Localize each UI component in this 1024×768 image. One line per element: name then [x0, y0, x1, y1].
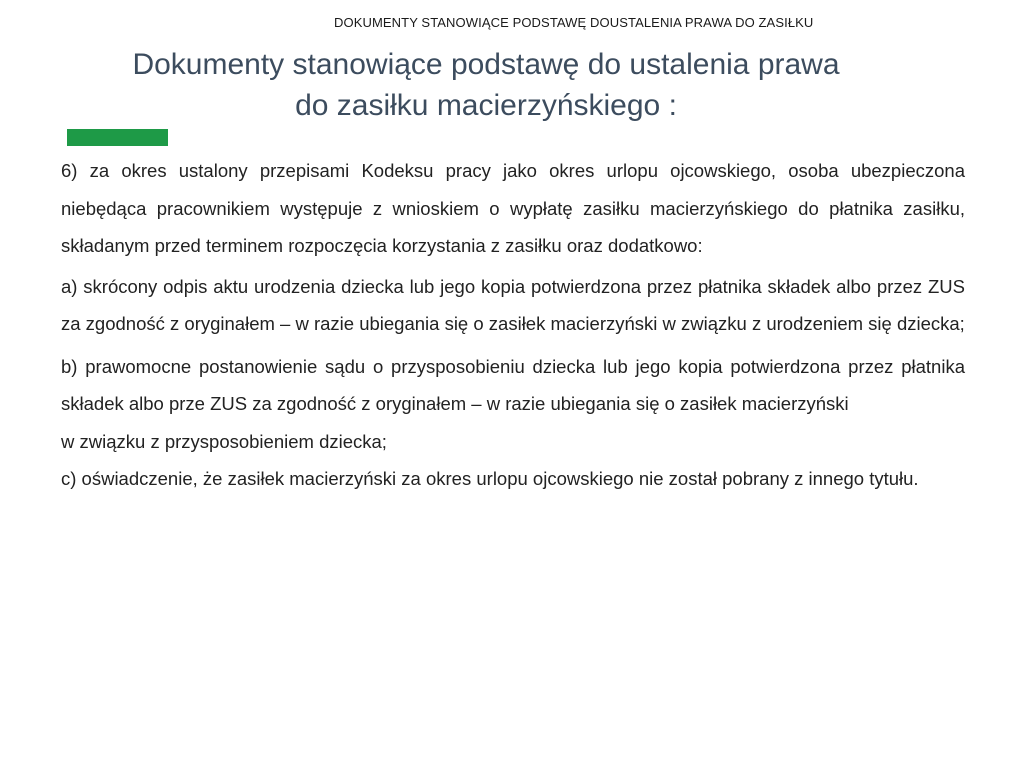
slide-title-line2: do zasiłku macierzyńskiego : — [295, 89, 677, 122]
paragraph-item-b-continued: w związku z przysposobieniem dziecka; — [61, 430, 387, 452]
slide-title-line1: Dokumenty stanowiące podstawę do ustalenia prawa — [132, 48, 840, 81]
paragraph-item-c: c) oświadczenie, że zasiłek macierzyński za okres urlopu ojcowskiego nie został pobrany z innego tytułu. — [61, 468, 919, 489]
paragraph-item-a: a) skrócony odpis aktu urodzenia dziecka lub jego kopia potwierdzona przez płatnika składek albo przez ZUS za zgodność z oryginałem – w razie ubiegania się o zasiłek macierzyński w związku z urodzeniem się dziecka; — [61, 275, 965, 334]
body-text — [61, 152, 965, 498]
slide-title — [80, 44, 892, 126]
accent-bar — [67, 129, 168, 146]
paragraph-point-6: 6) za okres ustalony przepisami Kodeksu pracy jako okres urlopu ojcowskiego, osoba ubezpieczona niebędąca pracownikiem występuje z wnioskiem o wypłatę zasiłku macierzyńskiego do płatnika zasiłku, składanym przed terminem rozpoczęcia korzystania z zasiłku oraz dodatkowo: — [61, 160, 965, 256]
header-caption: DOKUMENTY STANOWIĄCE PODSTAWĘ DOUSTALENIA PRAWA DO ZASIŁKU — [334, 15, 814, 30]
paragraph-item-b: b) prawomocne postanowienie sądu o przysposobieniu dziecka lub jego kopia potwierdzona przez płatnika składek albo prze ZUS za zgodność z oryginałem – w razie ubiegania się o zasiłek macierzyński — [61, 355, 965, 414]
